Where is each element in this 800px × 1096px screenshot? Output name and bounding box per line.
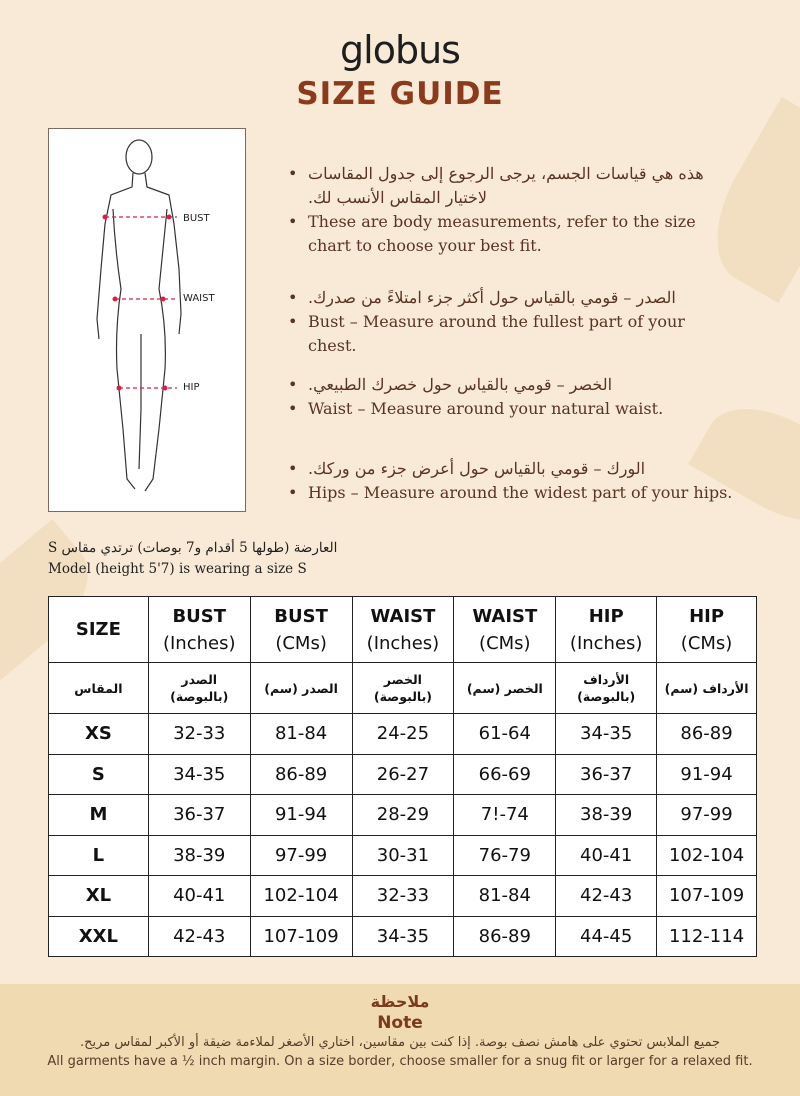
- table-cell: 34-35: [556, 714, 657, 755]
- note-title-ar: ملاحظة: [370, 992, 430, 1011]
- table-cell: 40-41: [556, 835, 657, 876]
- column-header-text: (CMs): [680, 632, 733, 654]
- column-header-text: HIP: [588, 605, 624, 627]
- size-label: L: [49, 835, 149, 876]
- column-header-text: SIZE: [75, 619, 121, 640]
- bullet-en: • These are body measurements, refer to the size chart to choose your best fit.: [286, 210, 736, 258]
- note-title: Note: [377, 1013, 423, 1033]
- table-row: [49, 714, 757, 755]
- column-header-ar: [49, 663, 149, 714]
- column-header-ar-text: (بالبوصة): [170, 689, 229, 704]
- table-cell: 32-33: [148, 714, 250, 755]
- column-header-ar: [250, 663, 352, 714]
- table-cell: 42-43: [556, 876, 657, 917]
- table-cell: 24-25: [352, 714, 454, 755]
- table-cell: 97-99: [657, 795, 757, 836]
- table-cell: 38-39: [556, 795, 657, 836]
- column-header-ar-text: الأرداف: [583, 672, 630, 687]
- table-cell: 91-94: [657, 754, 757, 795]
- table-row: [49, 795, 757, 836]
- note-section: [0, 984, 800, 1096]
- body-measurement-figure: [48, 128, 246, 512]
- table-header-row-ar: [49, 663, 757, 714]
- size-chart-table: [48, 596, 757, 957]
- table-cell: 44-45: [556, 916, 657, 957]
- table-cell: 91-94: [250, 795, 352, 836]
- table-cell: 86-89: [454, 916, 556, 957]
- size-label: XL: [49, 876, 149, 917]
- bullet-en: • Hips – Measure around the widest part of your hips.: [286, 481, 736, 505]
- table-cell: 112-114: [657, 916, 757, 957]
- note-text: All garments have a ½ inch margin. On a size border, choose smaller for a snug fit or larger for a relaxed fit.: [47, 1054, 753, 1069]
- column-header-ar: [556, 663, 657, 714]
- column-header-text: HIP: [689, 605, 725, 627]
- table-row: [49, 754, 757, 795]
- table-cell: 40-41: [148, 876, 250, 917]
- waist-label: WAIST: [183, 293, 215, 304]
- size-label: M: [49, 795, 149, 836]
- table-cell: 28-29: [352, 795, 454, 836]
- model-info: [48, 538, 337, 580]
- table-cell: 107-109: [657, 876, 757, 917]
- table-cell: 61-64: [454, 714, 556, 755]
- table-row: [49, 835, 757, 876]
- table-cell: 34-35: [352, 916, 454, 957]
- column-header-ar: [657, 663, 757, 714]
- table-cell: 32-33: [352, 876, 454, 917]
- column-header-ar-text: الصدر: [181, 672, 218, 687]
- column-header: [49, 597, 149, 663]
- model-info-ar: العارضة (طولها 5 أقدام و7 بوصات) ترتدي مقاس S: [48, 540, 338, 556]
- column-header-text: (Inches): [162, 632, 236, 654]
- column-header-text: (Inches): [569, 632, 643, 654]
- column-header: [148, 597, 250, 663]
- table-cell: 107-109: [250, 916, 352, 957]
- table-cell: 36-37: [556, 754, 657, 795]
- column-header-ar: [352, 663, 454, 714]
- column-header-ar-text: الأرداف (سم): [664, 680, 749, 696]
- table-cell: 86-89: [657, 714, 757, 755]
- table-cell: 81-84: [454, 876, 556, 917]
- table-cell: 7!-74: [454, 795, 556, 836]
- table-cell: 66-69: [454, 754, 556, 795]
- column-header-ar: [454, 663, 556, 714]
- bust-label: BUST: [183, 213, 210, 224]
- brand-logo: globus: [340, 28, 460, 72]
- table-row: [49, 916, 757, 957]
- size-label: XS: [49, 714, 149, 755]
- table-cell: 30-31: [352, 835, 454, 876]
- bullet-ar: • الخصر – قومي بالقياس حول خصرك الطبيعي.: [286, 373, 736, 397]
- bullet-group-intro: [286, 162, 736, 258]
- table-header-row: [49, 597, 757, 663]
- column-header: [556, 597, 657, 663]
- column-header-text: (Inches): [366, 632, 440, 654]
- table-cell: 42-43: [148, 916, 250, 957]
- hip-label: HIP: [183, 382, 200, 393]
- size-label: S: [49, 754, 149, 795]
- bullet-ar: • الصدر – قومي بالقياس حول أكثر جزء امتلاءً من صدرك.: [286, 286, 736, 310]
- bullet-group-waist: [286, 373, 736, 421]
- table-row: [49, 876, 757, 917]
- model-info-en: Model (height 5'7) is wearing a size S: [48, 561, 307, 577]
- column-header-text: WAIST: [370, 605, 436, 627]
- column-header-ar-text: الخصر (سم): [466, 680, 543, 696]
- size-label: XXL: [49, 916, 149, 957]
- bullet-en: • Waist – Measure around your natural waist.: [286, 397, 736, 421]
- table-cell: 102-104: [250, 876, 352, 917]
- table-cell: 26-27: [352, 754, 454, 795]
- column-header-text: BUST: [172, 605, 227, 627]
- column-header-ar-text: الصدر (سم): [264, 680, 338, 696]
- column-header-text: (CMs): [275, 632, 327, 654]
- bullet-ar: • هذه هي قياسات الجسم، يرجى الرجوع إلى جدول المقاسات لاختيار المقاس الأنسب لك.: [286, 162, 736, 210]
- bullet-group-bust: [286, 286, 736, 358]
- column-header-ar-text: المقاس: [74, 680, 123, 696]
- table-cell: 76-79: [454, 835, 556, 876]
- page-title: SIZE GUIDE: [296, 76, 504, 112]
- column-header-text: WAIST: [472, 605, 538, 627]
- column-header-text: (CMs): [479, 632, 531, 654]
- column-header: [657, 597, 757, 663]
- column-header: [454, 597, 556, 663]
- column-header-ar-text: الخصر: [383, 672, 422, 687]
- table-cell: 36-37: [148, 795, 250, 836]
- column-header-ar-text: (بالبوصة): [577, 689, 636, 704]
- column-header-text: BUST: [274, 605, 328, 627]
- table-cell: 34-35: [148, 754, 250, 795]
- column-header-ar-text: (بالبوصة): [373, 689, 432, 704]
- table-cell: 97-99: [250, 835, 352, 876]
- bullet-en: • Bust – Measure around the fullest part of your chest.: [286, 310, 736, 358]
- bullet-ar: • الورك – قومي بالقياس حول أعرض جزء من وركك.: [286, 457, 736, 481]
- bullet-group-hips: [286, 457, 736, 505]
- table-cell: 38-39: [148, 835, 250, 876]
- table-cell: 102-104: [657, 835, 757, 876]
- column-header-ar: [148, 663, 250, 714]
- note-text-ar: جميع الملابس تحتوي على هامش نصف بوصة. إذا كنت بين مقاسين، اختاري الأصغر لملاءمة ضيقة أو الأكبر لمقاس مريح.: [79, 1035, 721, 1050]
- table-cell: 81-84: [250, 714, 352, 755]
- column-header: [352, 597, 454, 663]
- table-cell: 86-89: [250, 754, 352, 795]
- column-header: [250, 597, 352, 663]
